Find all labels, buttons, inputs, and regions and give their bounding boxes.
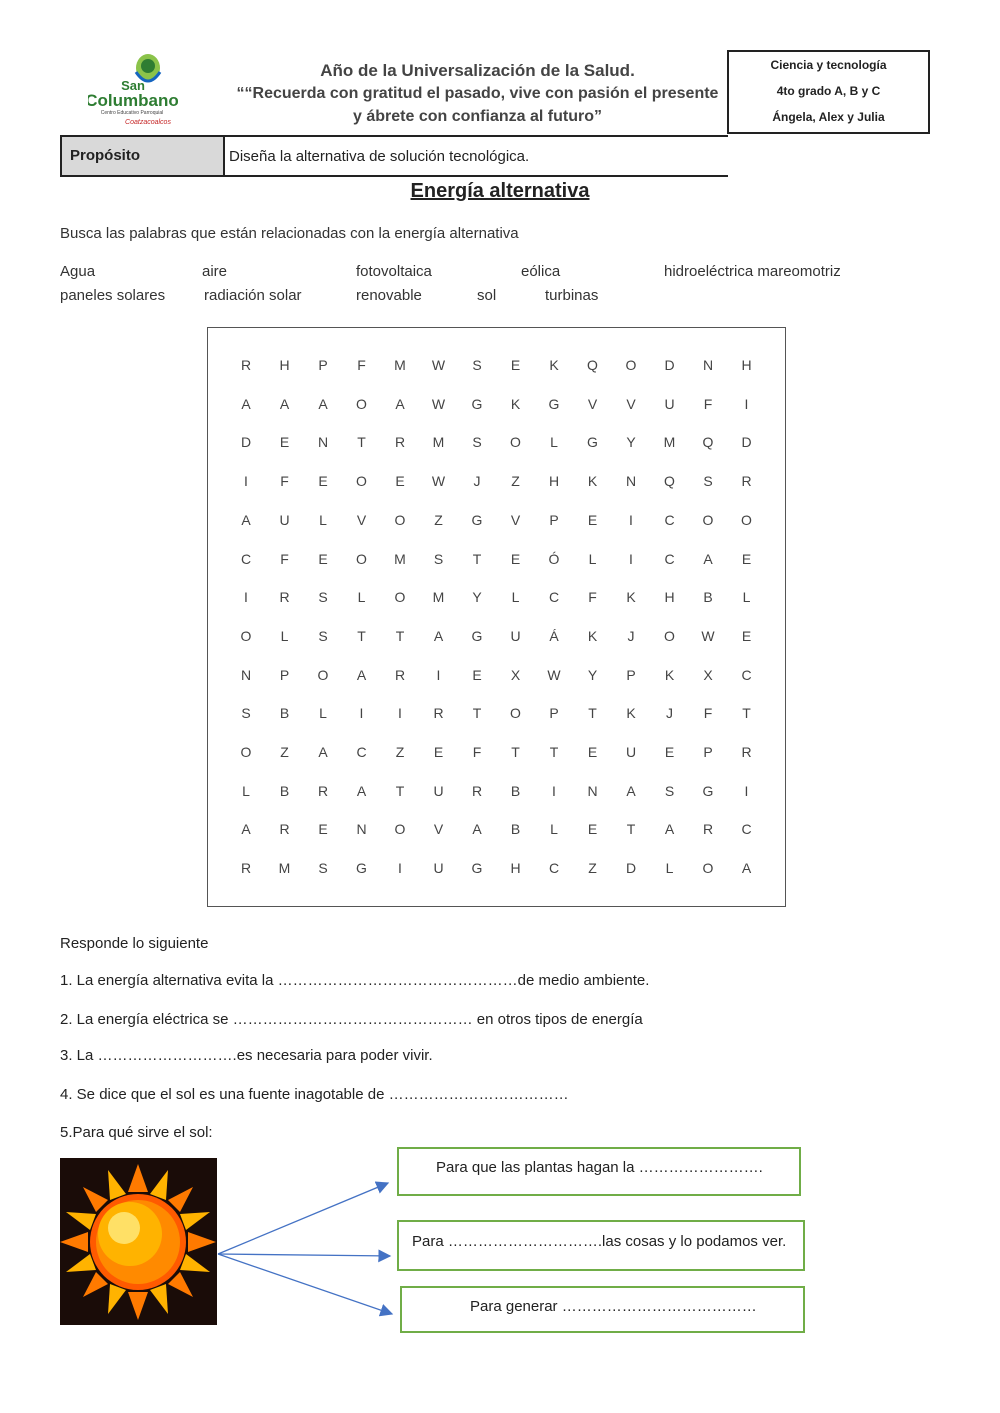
grid-letter: N <box>587 782 598 799</box>
grid-letter: H <box>510 860 521 877</box>
grid-letter: S <box>241 705 251 722</box>
grid-letter: A <box>703 550 713 567</box>
grid-letter: A <box>318 744 328 760</box>
grid-letter: I <box>436 666 441 683</box>
grid-letter: O <box>702 860 714 877</box>
grid-letter: L <box>665 860 674 877</box>
grid-letter: Y <box>472 589 482 606</box>
grid-letter: W <box>547 666 561 683</box>
grid-letter: R <box>433 705 444 722</box>
grid-letter: G <box>471 395 483 412</box>
grid-letter: O <box>240 627 252 644</box>
question-1: 1. La energía alternativa evita la …………………………………………de medio ambiente. <box>60 972 650 989</box>
word-eolica: eólica <box>521 263 561 280</box>
answer-box-see-text: Para ………………………….las cosas y lo podamos ver. <box>412 1233 787 1250</box>
grid-letter: D <box>240 434 252 451</box>
word-renovable: renovable <box>356 287 422 304</box>
grid-letter: Y <box>587 666 598 683</box>
grid-letter: V <box>356 511 367 528</box>
grid-letter: E <box>433 744 444 760</box>
grid-letter: I <box>629 511 633 528</box>
grid-letter: Q <box>702 434 714 451</box>
grid-letter: A <box>626 782 636 799</box>
grid-letter: V <box>626 395 636 412</box>
header-title-line1: Año de la Universalización de la Salud. <box>320 61 635 80</box>
grid-letter: T <box>357 434 366 451</box>
grid-letter: S <box>318 860 328 877</box>
grid-letter: W <box>431 473 446 490</box>
grid-letter: I <box>629 550 633 567</box>
grid-letter: T <box>357 627 366 644</box>
grid-letter: S <box>703 473 713 490</box>
word-sol: sol <box>477 287 497 304</box>
grid-letter: X <box>510 666 521 683</box>
grid-letter: L <box>742 589 751 606</box>
grid-letter: G <box>471 511 483 528</box>
header-title-line2: ““Recuerda con gratitud el pasado, vive con pasión el presente <box>236 85 719 102</box>
grid-letter: T <box>511 744 520 760</box>
grid-letter: L <box>319 705 327 722</box>
grid-letter: C <box>240 550 252 567</box>
grid-letter: D <box>664 357 675 373</box>
grid-letter: I <box>244 589 248 606</box>
grid-letter: Y <box>626 434 636 451</box>
grid-letter: P <box>626 666 636 683</box>
grid-letter: T <box>742 705 751 722</box>
grid-letter: R <box>317 782 329 799</box>
grid-letter: E <box>587 821 598 838</box>
grid-letter: L <box>280 627 289 644</box>
grid-letter: K <box>664 666 675 683</box>
svg-text:Coatzacoalcos: Coatzacoalcos <box>125 119 171 126</box>
grid-letter: N <box>240 666 252 683</box>
grid-letter: P <box>318 357 328 373</box>
grid-letter: R <box>240 357 252 373</box>
grid-letter: P <box>549 511 559 528</box>
grid-letter: A <box>433 627 444 644</box>
grid-letter: P <box>279 666 290 683</box>
grid-letter: X <box>703 666 713 683</box>
grid-letter: E <box>510 550 521 567</box>
grid-letter: E <box>587 511 598 528</box>
grid-letter: R <box>394 434 406 451</box>
grid-letter: N <box>317 434 329 451</box>
word-aire: aire <box>202 263 228 280</box>
answer-box-generate-text: Para generar ………………………………… <box>470 1298 757 1315</box>
grid-letter: U <box>433 860 444 877</box>
grid-letter: R <box>702 821 714 838</box>
grid-letter: R <box>741 744 752 760</box>
word-paneles-solares: paneles solares <box>60 287 166 304</box>
grid-letter: S <box>318 627 328 644</box>
answer-box-see <box>397 1220 805 1271</box>
grid-letter: V <box>433 821 444 838</box>
grid-letter: A <box>356 666 367 683</box>
grid-letter: B <box>279 782 290 799</box>
grid-letter: A <box>241 511 251 528</box>
grid-letter: M <box>663 434 676 451</box>
grid-letter: B <box>510 782 521 799</box>
grid-letter: R <box>471 782 483 799</box>
grid-letter: Q <box>664 473 675 490</box>
grid-letter: A <box>664 821 675 838</box>
grid-letter: F <box>280 473 289 490</box>
word-agua: Agua <box>60 263 96 280</box>
grid-letter: O <box>510 705 521 722</box>
grid-letter: M <box>394 550 406 567</box>
grid-letter: K <box>626 705 636 722</box>
grid-letter: S <box>472 434 482 451</box>
grid-letter: Q <box>587 357 598 373</box>
grid-letter: C <box>664 550 675 567</box>
header-title-block <box>230 60 725 128</box>
grid-letter: M <box>432 434 445 451</box>
instruction-text: Busca las palabras que están relacionadas con la energía alternativa <box>60 225 519 242</box>
question-2: 2. La energía eléctrica se ………………………………………… en otros tipos de energía <box>60 1011 643 1028</box>
purpose-text: Diseña la alternativa de solución tecnológica. <box>225 135 728 177</box>
grid-letter: M <box>432 589 445 606</box>
grid-letter: F <box>588 589 597 606</box>
grid-letter: L <box>242 782 250 799</box>
grid-letter: G <box>471 627 483 644</box>
question-5: 5.Para qué sirve el sol: <box>60 1124 213 1141</box>
grid-letter: E <box>472 666 482 683</box>
grid-letter: T <box>549 744 559 760</box>
grid-letter: T <box>472 550 482 567</box>
grid-letter: N <box>702 357 714 373</box>
grid-letter: P <box>703 744 713 760</box>
grid-letter: U <box>279 511 290 528</box>
grid-letter: Ó <box>548 550 560 567</box>
grid-letter: F <box>703 395 713 412</box>
grid-letter: F <box>357 357 366 373</box>
grid-letter: T <box>472 705 482 722</box>
question-3: 3. La ……………………….es necesaria para poder vivir. <box>60 1047 433 1064</box>
grid-letter: B <box>703 589 713 606</box>
course-grade: 4to grado A, B y C <box>776 84 881 98</box>
sun-image <box>60 1158 217 1325</box>
word-radiacion-solar: radiación solar <box>204 287 302 304</box>
grid-letter: Z <box>395 744 405 760</box>
grid-letter: U <box>433 782 444 799</box>
grid-letter: G <box>587 434 598 451</box>
grid-letter: T <box>395 782 405 799</box>
grid-letter: G <box>356 860 367 877</box>
grid-letter: E <box>318 821 328 838</box>
grid-letter: O <box>702 511 714 528</box>
grid-letter: H <box>664 589 675 606</box>
grid-letter: Z <box>280 744 289 760</box>
course-teachers: Ángela, Alex y Julia <box>772 110 885 124</box>
grid-letter: O <box>394 589 406 606</box>
grid-letter: E <box>664 744 675 760</box>
grid-letter: S <box>664 782 675 799</box>
grid-letter: B <box>279 705 290 722</box>
grid-letter: E <box>395 473 405 490</box>
grid-letter: D <box>741 434 752 451</box>
answer-box-plants-text: Para que las plantas hagan la ……………………. <box>436 1159 763 1176</box>
questions-intro: Responde lo siguiente <box>60 935 209 952</box>
grid-letter: R <box>741 473 752 490</box>
grid-letter: K <box>510 395 521 412</box>
grid-letter: H <box>548 473 560 490</box>
grid-letter: I <box>744 782 749 799</box>
grid-letter: U <box>510 627 521 644</box>
grid-letter: W <box>431 395 446 412</box>
grid-letter: H <box>279 357 290 373</box>
grid-letter: C <box>356 744 367 760</box>
course-info-box <box>727 50 930 134</box>
grid-letter: N <box>356 821 367 838</box>
grid-letter: E <box>741 627 752 644</box>
grid-letter: R <box>394 666 406 683</box>
grid-letter: U <box>664 395 675 412</box>
word-turbinas: turbinas <box>545 287 599 304</box>
grid-letter: Z <box>434 511 443 528</box>
grid-letter: O <box>356 550 367 567</box>
grid-letter: J <box>666 705 673 722</box>
grid-letter: U <box>625 744 637 760</box>
grid-letter: C <box>664 511 675 528</box>
grid-letter: E <box>318 550 328 567</box>
grid-letter: L <box>511 589 520 606</box>
grid-letter: J <box>627 627 635 644</box>
grid-letter: S <box>472 357 482 373</box>
grid-letter: R <box>240 860 252 877</box>
grid-letter: O <box>356 473 367 490</box>
grid-letter: I <box>398 705 402 722</box>
grid-letter: F <box>280 550 289 567</box>
grid-letter: C <box>741 666 752 683</box>
grid-letter: R <box>279 589 290 606</box>
question-4: 4. Se dice que el sol es una fuente inagotable de ……………………………… <box>60 1086 569 1103</box>
grid-letter: C <box>741 821 752 838</box>
answer-box-generate <box>400 1286 805 1333</box>
grid-letter: M <box>394 357 406 373</box>
grid-letter: I <box>398 860 402 877</box>
grid-letter: O <box>394 511 406 528</box>
grid-letter: W <box>701 627 715 644</box>
grid-letter: B <box>510 821 521 838</box>
grid-letter: O <box>356 395 367 412</box>
word-hidroelectrica-mareomotriz: hidroeléctrica mareomotriz <box>664 263 841 280</box>
grid-letter: Z <box>511 473 520 490</box>
grid-letter: G <box>702 782 714 799</box>
grid-letter: O <box>741 511 752 528</box>
grid-letter: O <box>240 744 252 760</box>
grid-letter: L <box>550 434 558 451</box>
school-logo <box>88 50 178 132</box>
grid-letter: E <box>587 744 598 760</box>
grid-letter: C <box>548 589 560 606</box>
svg-text:San: San <box>121 78 145 93</box>
grid-letter: A <box>472 821 482 838</box>
grid-letter: I <box>359 705 364 722</box>
grid-letter: A <box>741 860 752 877</box>
grid-letter: L <box>588 550 597 567</box>
answer-box-plants <box>397 1147 801 1196</box>
grid-letter: C <box>548 860 560 877</box>
grid-letter: O <box>625 357 637 373</box>
grid-letter: K <box>587 473 598 490</box>
grid-letter: S <box>433 550 444 567</box>
grid-letter: G <box>471 860 483 877</box>
grid-letter: V <box>510 511 521 528</box>
grid-letter: G <box>548 395 560 412</box>
grid-letter: Á <box>549 627 559 644</box>
grid-letter: L <box>319 511 327 528</box>
word-fotovoltaica: fotovoltaica <box>356 263 432 280</box>
grid-letter: O <box>394 821 406 838</box>
grid-letter: N <box>625 473 637 490</box>
grid-letter: L <box>550 821 558 838</box>
grid-letter: O <box>317 666 329 683</box>
grid-letter: E <box>318 473 328 490</box>
grid-letter: D <box>625 860 637 877</box>
grid-letter: A <box>279 395 290 412</box>
grid-letter: F <box>472 744 482 760</box>
grid-letter: E <box>741 550 752 567</box>
worksheet-title: Energía alternativa <box>410 180 590 202</box>
grid-letter: A <box>395 395 405 412</box>
grid-letter: J <box>473 473 481 490</box>
grid-letter: E <box>279 434 290 451</box>
grid-letter: F <box>703 705 713 722</box>
grid-letter: T <box>395 627 405 644</box>
grid-letter: T <box>588 705 597 722</box>
svg-text:Centro Educativo Parroquial: Centro Educativo Parroquial <box>100 110 164 116</box>
grid-letter: R <box>279 821 290 838</box>
grid-letter: V <box>587 395 598 412</box>
grid-letter: P <box>549 705 559 722</box>
word-search-grid <box>207 327 786 907</box>
grid-letter: E <box>510 357 521 373</box>
grid-letter: O <box>510 434 521 451</box>
course-subject: Ciencia y tecnología <box>770 58 887 72</box>
grid-letter: M <box>278 860 291 877</box>
svg-text:Columbano: Columbano <box>88 91 178 110</box>
grid-letter: T <box>626 821 636 838</box>
grid-letter: K <box>549 357 559 373</box>
grid-letter: K <box>626 589 636 606</box>
grid-letter: I <box>744 395 749 412</box>
grid-letter: Z <box>588 860 597 877</box>
grid-letter: A <box>241 821 251 838</box>
grid-letter: O <box>664 627 675 644</box>
grid-letter: H <box>741 357 752 373</box>
grid-letter: A <box>241 395 251 412</box>
header-title-line3: y ábrete con confianza al futuro” <box>353 108 602 125</box>
grid-letter: L <box>357 589 366 606</box>
purpose-label: Propósito <box>60 135 225 177</box>
grid-letter: I <box>244 473 248 490</box>
grid-letter: I <box>552 782 556 799</box>
grid-letter: S <box>318 589 328 606</box>
grid-letter: W <box>431 357 446 373</box>
grid-letter: K <box>587 627 598 644</box>
grid-letter: A <box>318 395 328 412</box>
grid-letter: A <box>356 782 367 799</box>
